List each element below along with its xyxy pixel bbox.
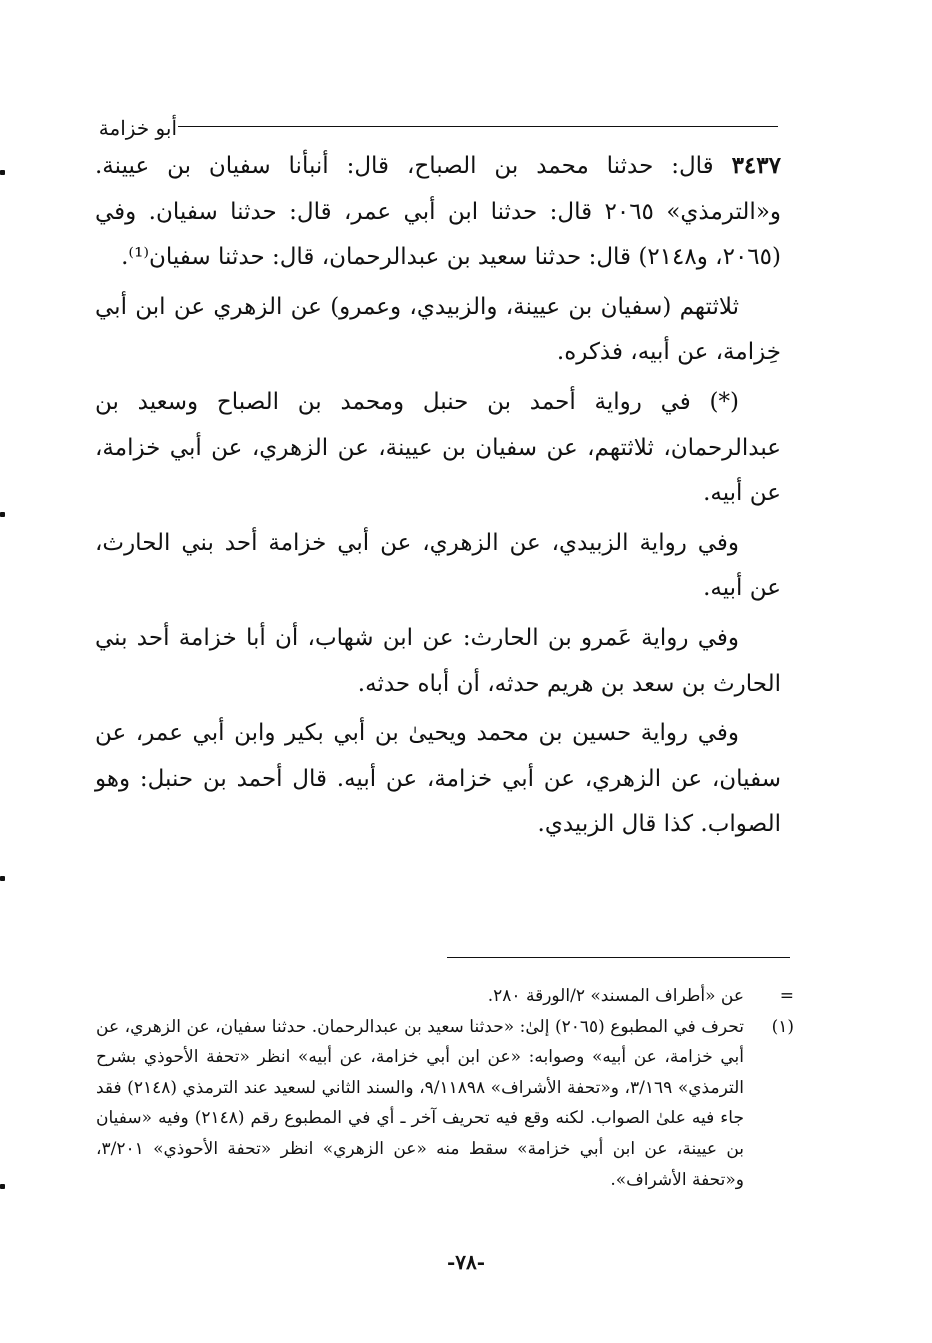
scan-mark: [0, 1184, 5, 1189]
paragraph-husain: وفي رواية حسين بن محمد ويحيىٰ بن أبي بكير وابن أبي عمر، عن سفيان، عن الزهري، عن أبي خزامة، عن أبيه. قال أحمد بن حنبل: وهو الصواب. كذا قال الزبيدي.: [95, 720, 781, 838]
footnotes: [96, 981, 794, 1195]
paragraph-zubaidi: وفي رواية الزبيدي، عن الزهري، عن أبي خزامة أحد بني الحارث، عن أبيه.: [95, 529, 781, 602]
running-header-title: أبو خزامة: [98, 116, 177, 140]
page-number: -٧٨-: [446, 1250, 486, 1274]
footnote-marker: =: [779, 986, 794, 1006]
hadith-paragraph: [95, 143, 781, 281]
footnote-continuation: [96, 981, 794, 1012]
paragraph-summary: ثلاثتهم (سفيان بن عيينة، والزبيدي، وعمرو) عن الزهري عن ابن أبي خِزامة، عن أبيه، فذكره.: [95, 293, 781, 366]
footnote-marker: (١): [771, 1016, 794, 1037]
footnote-text: تحرف في المطبوع (٢٠٦٥) إلىٰ: «حدثنا سعيد بن عبدالرحمان. حدثنا سفيان، عن الزهري، عن أبي خزامة، عن أبيه» وصوابه: «عن ابن أبي خزامة، عن أبيه» انظر «تحفة الأحوذي بشرح الترمذي» ٣/١٦٩، و«تحفة الأشراف» ٩/١١٨٩٨، والسند الثاني لسعيد عند الترمذي (٢١٤٨) فقد جاء فيه علىٰ الصواب. لكنه وقع فيه تحريف آخر ـ أي في المطبوع رقم (٢١٤٨) وفيه «سفيان بن عيينة، عن ابن أبي خزامة» سقط منه «عن الزهري» انظر «تحفة الأحوذي» ٣/٢٠١، و«تحفة الأشراف».: [96, 1016, 744, 1190]
scan-mark: [0, 876, 5, 881]
hadith-chain-text: قال: حدثنا محمد بن الصباح، قال: أنبأنا سفيان بن عيينة. و«الترمذي» ٢٠٦٥ قال: حدثنا ابن أبي عمر، قال: حدثنا سفيان. وفي (٢٠٦٥، و٢١٤٨) قال: حدثنا سعيد بن عبدالرحمان، قال: حدثنا سفيان⁽¹⁾.: [95, 153, 781, 271]
header-rule: [178, 126, 778, 127]
footnote-1: [96, 1012, 794, 1196]
paragraph-amr: وفي رواية عَمرو بن الحارث: عن ابن شهاب، أن أبا خزامة أحد بني الحارث بن سعد بن هريم حدثه، أن أباه حدثه.: [95, 624, 781, 697]
scan-mark: [0, 512, 5, 517]
paragraph-note: (*) في رواية أحمد بن حنبل ومحمد بن الصباح وسعيد بن عبدالرحمان، ثلاثتهم، عن سفيان بن عيينة، عن الزهري، عن أبي خزامة، عن أبيه.: [95, 388, 781, 507]
scan-mark: [0, 170, 5, 175]
main-text: [95, 143, 781, 852]
footnote-rule: [447, 957, 790, 958]
footnote-text: عن «أطراف المسند» ٢/الورقة ٢٨٠.: [487, 986, 744, 1006]
hadith-number: ٣٤٣٧: [731, 152, 781, 179]
